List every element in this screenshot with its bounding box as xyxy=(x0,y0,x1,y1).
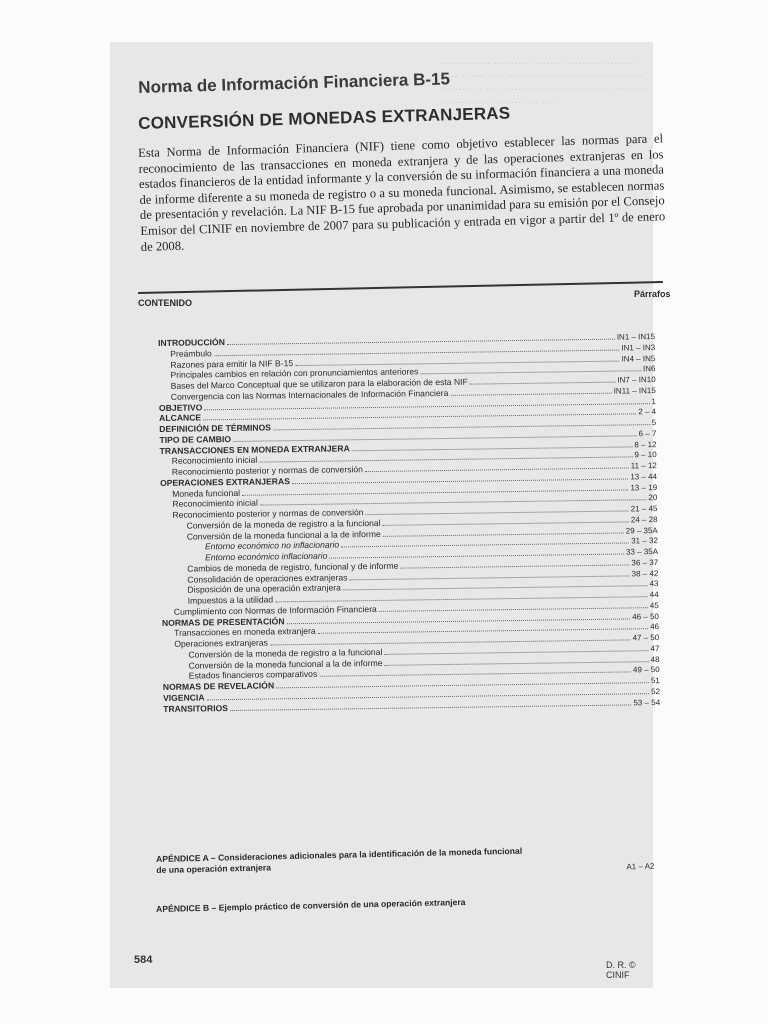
toc-entry-label: Reconocimiento posterior y normas de conversión xyxy=(172,507,364,520)
toc-entry-paragraphs: IN6 xyxy=(642,364,656,374)
toc-entry-label: VIGENCIA xyxy=(162,692,205,703)
toc-entry-paragraphs: 6 – 7 xyxy=(638,428,657,439)
toc-entry-label: OPERACIONES EXTRANJERAS xyxy=(159,475,290,488)
toc-entry-label: OBJETIVO xyxy=(158,401,203,413)
toc-entry-label: Disposición de una operación extranjera xyxy=(187,582,341,595)
appendix-b xyxy=(156,894,596,915)
toc-entry-label: Moneda funcional xyxy=(172,487,241,499)
toc-entry-label: Razones para emitir la NIF B-15 xyxy=(170,357,294,370)
toc-entry-label: TIPO DE CAMBIO xyxy=(159,433,232,445)
toc-entry-paragraphs: 51 xyxy=(650,676,660,686)
toc-entry-label: Conversión de la moneda de registro a la funcional xyxy=(186,517,381,531)
table-of-contents xyxy=(158,331,660,714)
toc-entry-paragraphs: 44 xyxy=(649,590,659,600)
toc-entry-paragraphs: 52 xyxy=(651,686,661,696)
appendix-a-text: – Consideraciones adicionales para la identificación de la moneda funcional xyxy=(208,845,523,863)
toc-entry-paragraphs: IN4 – IN5 xyxy=(621,353,656,364)
toc-entry-paragraphs: IN7 – IN10 xyxy=(617,375,656,385)
show-through-text: ···· ········· ···· ······ ······· ·········· ········· ····· ·· ···· ···· ······· ·· ······ ···· ··· ···· ······· ········· ·· ···· ······ ···· ···· ··· ···· ···· ····· ···· ······· ··· ··· ······· ···· ···· xyxy=(440,58,647,109)
toc-entry-label: Conversión de la moneda funcional a la de informe xyxy=(186,528,381,542)
toc-entry-label: NORMAS DE REVELACIÓN xyxy=(162,680,275,692)
toc-entry-paragraphs: 53 – 54 xyxy=(633,697,661,707)
page-number: 584 xyxy=(134,954,153,966)
toc-heading: CONTENIDO xyxy=(138,298,192,308)
toc-entry-label: Entorno económico inflacionario xyxy=(204,550,328,563)
document-subtitle: CONVERSIÓN DE MONEDAS EXTRANJERAS xyxy=(138,103,511,133)
toc-entry-paragraphs: 8 – 12 xyxy=(634,439,657,449)
toc-entry-label: Bases del Marco Conceptual que se utilizaron para la elaboración de esta NIF xyxy=(170,376,468,391)
toc-entry-paragraphs: 13 – 19 xyxy=(630,482,658,492)
toc-entry-label: Reconocimiento inicial xyxy=(171,454,258,467)
toc-entry-label: Conversión de la moneda funcional a la de informe xyxy=(188,657,383,671)
toc-entry-paragraphs: 33 – 35A xyxy=(625,547,659,557)
toc-entry-label: Preámbulo xyxy=(170,348,212,359)
toc-entry-paragraphs: 1 xyxy=(651,396,656,406)
toc-entry-paragraphs: 5 xyxy=(651,418,657,428)
toc-entry-label: Entorno económico no inflacionario xyxy=(204,539,340,552)
toc-entry-paragraphs: 2 – 4 xyxy=(638,407,657,417)
toc-entry-label: Reconocimiento inicial xyxy=(172,497,258,510)
toc-entry-paragraphs: 20 xyxy=(648,493,658,503)
toc-entry-paragraphs: 43 xyxy=(649,579,659,589)
toc-entry-paragraphs: 47 xyxy=(650,643,660,653)
section-divider xyxy=(138,281,663,293)
toc-entry-paragraphs: 9 – 10 xyxy=(634,450,657,460)
document-title: Norma de Información Financiera B-15 xyxy=(138,69,451,97)
dot-leader xyxy=(230,703,632,711)
toc-entry-paragraphs: 36 – 37 xyxy=(631,557,659,568)
toc-entry-label: Reconocimiento posterior y normas de conversión xyxy=(171,464,363,477)
toc-entry-paragraphs: IN11 – IN15 xyxy=(613,385,656,396)
document-page xyxy=(110,42,671,988)
toc-entry-paragraphs: 11 – 12 xyxy=(630,461,657,471)
toc-entry-label: ALCANCE xyxy=(159,412,202,424)
toc-entry-label: NORMAS DE PRESENTACIÓN xyxy=(161,615,285,628)
toc-entry-label: Cumplimiento con Normas de Información Financiera xyxy=(173,603,377,617)
copyright-notice: D. R. © CINIF xyxy=(606,960,636,980)
toc-entry-paragraphs: 29 – 35A xyxy=(625,525,658,535)
toc-entry-label: Operaciones extranjeras xyxy=(174,637,268,649)
appendix-a-text-cont: de una operación extranjera xyxy=(156,862,272,875)
appendix-a xyxy=(156,844,655,876)
toc-entry-label: Convergencia con las Normas Internacionales de Información Financiera xyxy=(170,387,449,402)
toc-entry-label: INTRODUCCIÓN xyxy=(158,337,225,348)
toc-entry-label: Transacciones en moneda extranjera xyxy=(174,626,316,639)
toc-entry-paragraphs: IN1 – IN3 xyxy=(621,342,656,353)
toc-entry-paragraphs: 31 – 32 xyxy=(631,536,658,546)
toc-entry-paragraphs: 24 – 28 xyxy=(630,514,658,525)
toc-entry-label: TRANSITORIOS xyxy=(163,702,229,714)
toc-entry-paragraphs: 47 – 50 xyxy=(632,633,660,643)
toc-entry-paragraphs: IN1 – IN15 xyxy=(616,332,656,342)
toc-column-label: Párrafos xyxy=(634,289,671,299)
toc-entry-label: TRANSACCIONES EN MONEDA EXTRANJERA xyxy=(159,442,350,456)
dot-leader xyxy=(470,381,616,385)
toc-entry-paragraphs: 49 – 50 xyxy=(632,665,660,675)
toc-entry-label: Impuestos a la utilidad xyxy=(187,594,274,606)
toc-entry-paragraphs: 38 – 42 xyxy=(631,568,659,578)
appendix-a-ref: A1 – A2 xyxy=(626,861,655,872)
toc-entry-label: Consolidación de operaciones extranjeras xyxy=(187,571,348,585)
appendix-a-title: APÉNDICE A xyxy=(156,852,209,864)
toc-entry-label: DEFINICIÓN DE TÉRMINOS xyxy=(159,422,272,434)
appendix-b-title: APÉNDICE B xyxy=(156,902,210,914)
dot-leader xyxy=(450,391,611,395)
toc-entry-paragraphs: 21 – 45 xyxy=(630,504,658,514)
toc-entry-paragraphs: 45 xyxy=(649,600,659,610)
toc-entry-paragraphs: 46 – 50 xyxy=(632,611,659,621)
appendix-b-text: – Ejemplo práctico de conversión de una operación extranjera xyxy=(209,896,466,913)
toc-entry-paragraphs: 46 xyxy=(650,622,660,632)
intro-paragraph: Esta Norma de Información Financiera (NIF) tiene como objetivo establecer las normas para el reconocimiento de las transacciones en moneda extranjera y de las operaciones extranjeras en los estados financieros de la entidad informante y la conversión de su información financiera a una moneda de informe diferente a su moneda de registro o a su moneda funcional. Asimismo, se establecen normas de presentación y revelación. La NIF B-15 fue aprobada por unanimidad para su emisión por el Consejo Emisor del CINIF en noviembre de 2007 para su publicación y entrada en vigor a partir del 1º de enero de 2008. xyxy=(138,131,666,254)
toc-entry-label: Estados financieros comparativos xyxy=(188,669,318,681)
toc-entry-label: Conversión de la moneda de registro a la funcional xyxy=(188,646,383,660)
toc-entry-paragraphs: 48 xyxy=(650,654,660,664)
toc-entry-label: Principales cambios en relación con pronunciamientos anteriores xyxy=(170,366,419,381)
toc-entry-paragraphs: 13 – 44 xyxy=(630,471,658,482)
toc-entry-label: Cambios de moneda de registro, funcional y de informe xyxy=(187,560,399,574)
